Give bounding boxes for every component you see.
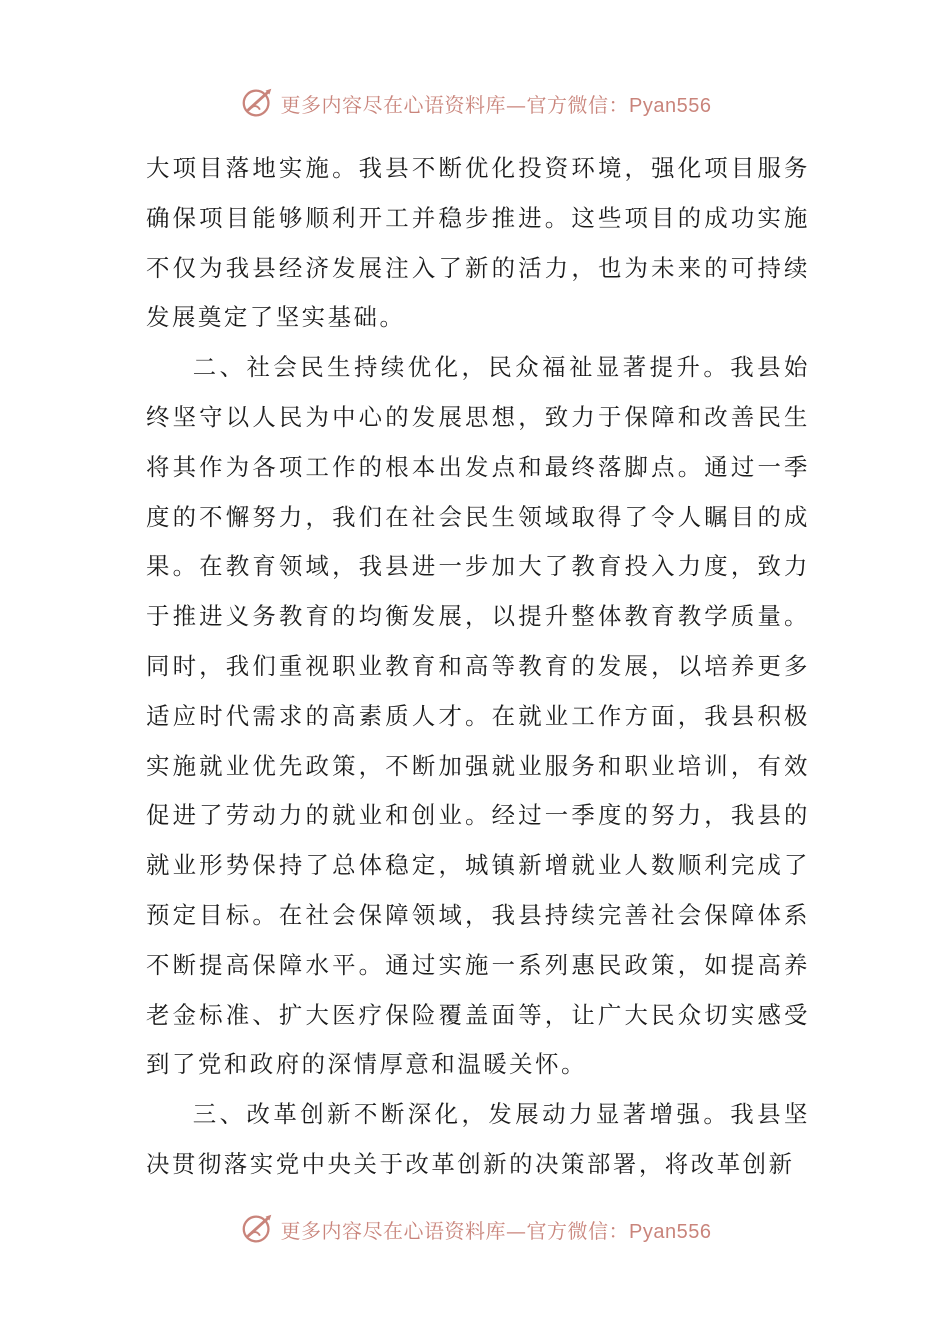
document-body — [146, 144, 810, 1190]
pen-logo-icon — [239, 1210, 277, 1248]
watermark-text-cn: 更多内容尽在心语资料库—官方微信： — [280, 1218, 630, 1243]
header-watermark-banner — [0, 83, 950, 123]
watermark-text-cn: 更多内容尽在心语资料库—官方微信： — [280, 92, 630, 117]
watermark-text — [281, 89, 712, 118]
paragraph-2: 二、社会民生持续优化，民众福祉显著提升。我县始终坚守以人民为中心的发展思想，致力于保障和改善民生将其作为各项工作的根本出发点和最终落脚点。通过一季度的不懈努力，我们在社会民生领域取得了令人瞩目的成果。在教育领域，我县进一步加大了教育投入力度，致力于推进义务教育的均衡发展，以提升整体教育教学质量。同时，我们重视职业教育和高等教育的发展，以培养更多适应时代需求的高素质人才。在就业工作方面，我县积极实施就业优先政策，不断加强就业服务和职业培训，有效促进了劳动力的就业和创业。经过一季度的努力，我县的就业形势保持了总体稳定，城镇新增就业人数顺利完成了预定目标。在社会保障领域，我县持续完善社会保障体系不断提高保障水平。通过实施一系列惠民政策，如提高养老金标准、扩大医疗保险覆盖面等，让广大民众切实感受到了党和政府的深情厚意和温暖关怀。 — [146, 353, 810, 1079]
paragraph-3: 三、改革创新不断深化，发展动力显著增强。我县坚决贯彻落实党中央关于改革创新的决策部署，将改革创新 — [146, 1100, 810, 1178]
watermark-text — [281, 1215, 712, 1244]
watermark-wechat-id: Pyan556 — [629, 1220, 712, 1243]
watermark-wechat-id: Pyan556 — [629, 94, 712, 117]
pen-logo-icon — [239, 84, 277, 122]
paragraph-1: 大项目落地实施。我县不断优化投资环境，强化项目服务确保项目能够顺利开工并稳步推进。这些项目的成功实施不仅为我县经济发展注入了新的活力，也为未来的可持续发展奠定了坚实基础。 — [146, 154, 810, 332]
footer-watermark-banner — [0, 1209, 950, 1249]
